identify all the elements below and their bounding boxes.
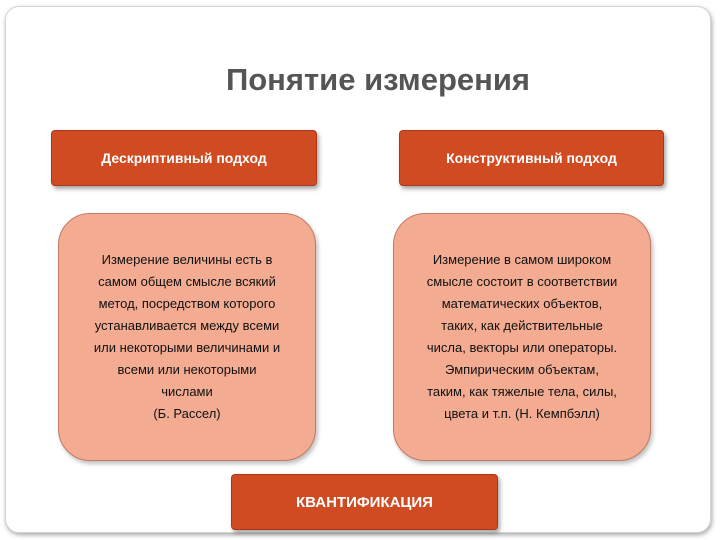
descriptive-definition-box	[58, 213, 316, 461]
text-line: цвета и т.п. (Н. Кемпбэлл)	[444, 406, 600, 421]
text-line: таких, как действительные	[441, 318, 603, 333]
slide-title: Понятие измерения	[225, 62, 531, 97]
text-line: Эмпирическим объектам,	[445, 362, 599, 377]
text-line: (Б. Рассел)	[153, 406, 221, 421]
quantification-box: КВАНТИФИКАЦИЯ	[231, 474, 498, 530]
text-line: математических объектов,	[441, 296, 603, 311]
constructive-approach-header: Конструктивный подход	[399, 130, 664, 186]
text-line: устанавливается между всеми	[94, 318, 280, 333]
descriptive-approach-header: Дескриптивный подход	[51, 130, 317, 186]
text-line: смысле состоит в соответствии	[426, 274, 618, 289]
text-line: или некоторыми величинами и	[93, 340, 281, 355]
descriptive-definition-text	[80, 249, 294, 425]
text-line: числами	[161, 384, 213, 399]
text-line: всеми или некоторыми	[117, 362, 257, 377]
constructive-definition-box	[393, 213, 651, 461]
constructive-definition-text	[413, 249, 632, 425]
text-line: Измерение величины есть в	[101, 252, 273, 267]
text-line: Измерение в самом широком	[432, 252, 612, 267]
text-line: таким, как тяжелые тела, силы,	[427, 384, 617, 399]
text-line: самом общем смысле всякий	[98, 274, 276, 289]
text-line: метод, посредством которого	[98, 296, 276, 311]
text-line: числа, векторы или операторы.	[426, 340, 618, 355]
